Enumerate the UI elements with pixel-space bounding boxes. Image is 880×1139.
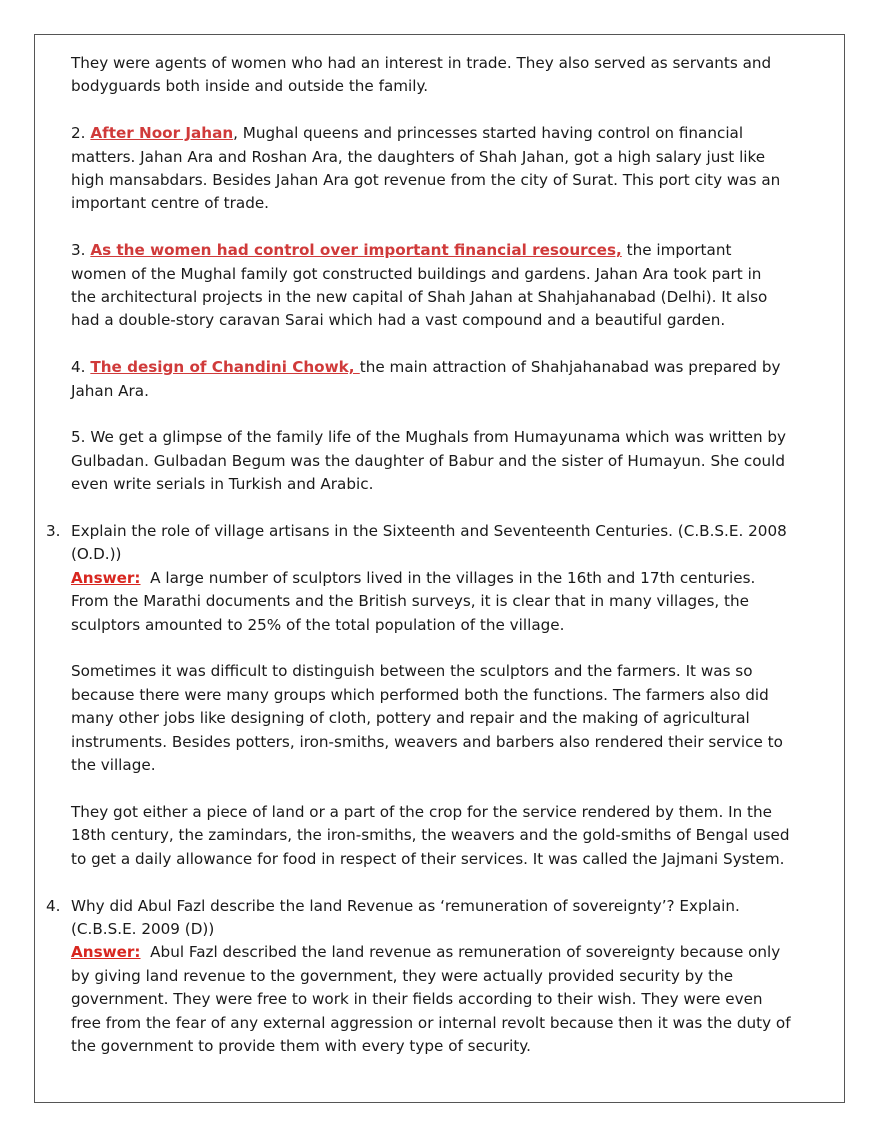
highlight-chandini-chowk: The design of Chandini Chowk,: [90, 358, 360, 377]
answer-paragraph: Answer: Abul Fazl described the land revenue as remuneration of sovereignty because only by giving land revenue to the government, they were actually provided security by the government. They were free to work in their fields according to their wish. They were even free from the fear of any external aggression or internal revolt because then it was the duty of the government to provide them with every type of security.: [71, 943, 796, 1055]
highlight-after-noor-jahan: After Noor Jahan: [90, 124, 234, 143]
paragraph-point-2: 2. After Noor Jahan, Mughal queens and princesses started having control on financial matters. Jahan Ara and Roshan Ara, the daughters of Shah Jahan, got a high salary just like high mansabdars. Besides Jahan Ara got revenue from the city of Surat. This port city was an important centre of trade.: [71, 124, 781, 213]
paragraph-point-3: 3. As the women had control over important financial resources, the important women of the Mughal family got constructed buildings and gardens. Jahan Ara took part in the architectural projects in the new capital of Shah Jahan at Shahjahanabad (Delhi). It also had a double-story caravan Sarai which had a vast compound and a beautiful garden.: [71, 241, 768, 330]
answer-label: Answer:: [71, 943, 141, 962]
answer-paragraph-3: They got either a piece of land or a part of the crop for the service rendered by them. In the 18th century, the zamindars, the iron-smiths, the weavers and the gold-smiths of Bengal used to get a daily allowance for food in respect of their services. It was called the Jajmani System.: [71, 802, 790, 868]
question-4: [46, 895, 796, 1059]
answer-paragraph: Answer: A large number of sculptors lived in the villages in the 16th and 17th centuries. From the Marathi documents and the British surveys, it is clear that in many villages, the sculptors amounted to 25% of the total population of the village.: [71, 568, 761, 634]
paragraph-point-4: 4. The design of Chandini Chowk, the main attraction of Shahjahanabad was prepared by Jahan Ara.: [71, 358, 781, 400]
answer-label: Answer:: [71, 568, 141, 587]
answer-paragraph-2: Sometimes it was difficult to distinguish between the sculptors and the farmers. It was so because there were many groups which performed both the functions. The farmers also did many other jobs like designing of cloth, pottery and repair and the making of agricultural instruments. Besides potters, iron-smiths, weavers and barbers also rendered their service to the village.: [71, 662, 783, 775]
document-body: [46, 52, 796, 1058]
question-3: [46, 520, 791, 871]
highlight-financial-resources: As the women had control over important financial resources,: [90, 241, 622, 260]
question-text: Explain the role of village artisans in the Sixteenth and Seventeenth Centuries. (C.B.S.E. 2008 (O.D.)): [71, 522, 787, 564]
question-text: Why did Abul Fazl describe the land Revenue as ‘remuneration of sovereignty’? Explain. (C.B.S.E. 2009 (D)): [71, 896, 740, 938]
question-number: 4.: [46, 896, 61, 915]
paragraph-point-5: 5. We get a glimpse of the family life of the Mughals from Humayunama which was written by Gulbadan. Gulbadan Begum was the daughter of Babur and the sister of Humayun. She could even write serials in Turkish and Arabic.: [71, 428, 787, 494]
question-number: 3.: [46, 522, 61, 541]
paragraph-agents: They were agents of women who had an interest in trade. They also served as servants and bodyguards both inside and outside the family.: [71, 54, 772, 96]
